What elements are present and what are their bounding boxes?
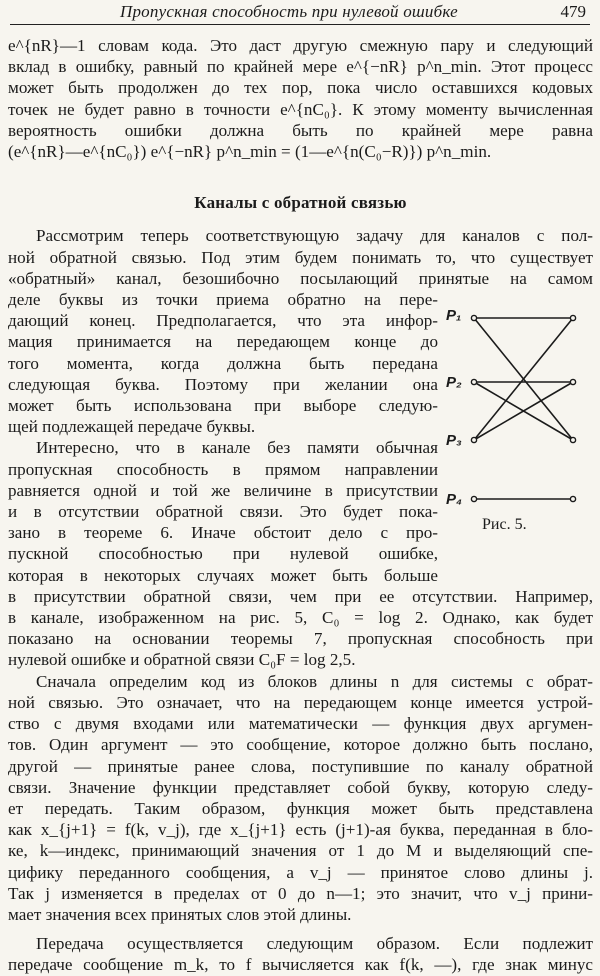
input-node: [471, 379, 476, 384]
text-line: Передача осуществляется следующим образом. Если подлежит: [36, 934, 593, 954]
section-heading: Каналы с обратной связью: [194, 193, 407, 213]
text-line: ке, k—индекс, принимающий значения от 1 до M и выделяющий спе-: [8, 841, 593, 861]
running-title: Пропускная способность при нулевой ошибке: [120, 2, 458, 21]
output-node: [570, 496, 575, 501]
text-line: может быть продолжен до тех пор, пока число оставшихся кодовых: [8, 78, 593, 98]
node-label-p4: P₄: [446, 491, 463, 508]
text-line: мация принимается на передающем конце до: [8, 332, 438, 352]
text-line: ство с двумя входами или математически — функция двух аргумен-: [8, 714, 593, 734]
text-line: Интересно, что в канале без памяти обычная: [36, 438, 438, 458]
text-line: ной обратной связью. Под этим будем понимать то, что существует: [8, 247, 593, 267]
text-line: Так j изменяется в пределах от 0 до n—1; это значит, что v_j прини-: [8, 883, 593, 903]
text-line: связи. Значение функции представляет собой букву, которую следу-: [8, 777, 593, 797]
text-line: равняется одной и той же величине в присутствии: [8, 480, 438, 500]
channel-figure: [440, 306, 590, 546]
text-line: ной связью. Это означает, что на передающем конце имеется устрой-: [8, 692, 593, 712]
figure-caption: Рис. 5.: [482, 516, 527, 533]
text-line: дающий конец. Предполагается, что эта инфор-: [8, 311, 438, 331]
text-line: в присутствии обратной связи, чем при ее отсутствии. Например,: [8, 586, 593, 606]
text-line: того момента, когда должна быть передана: [8, 353, 438, 373]
input-node: [471, 437, 476, 442]
text-line: Рассмотрим теперь соответствующую задачу для каналов с пол-: [36, 226, 593, 246]
input-node: [471, 496, 476, 501]
text-line: нулевой ошибке и обратной связи C₀F = log 2,5.: [8, 650, 356, 670]
text-line: вероятность ошибки должна быть по крайней мере равна: [8, 120, 593, 140]
text-line: вклад в ошибку, равный по крайней мере e^{−nR} p^n_min. Этот процесс: [8, 57, 593, 77]
node-label-p1: P₁: [446, 307, 462, 324]
running-header: [10, 0, 590, 25]
text-line: e^{nR}—1 словам кода. Это даст другую смежную пару и следующий: [8, 36, 593, 55]
text-line: (e^{nR}—e^{nC₀}) e^{−nR} p^n_min = (1—e^{n(C₀−R)}) p^n_min.: [8, 142, 492, 162]
text-line: ет передать. Таким образом, функция может быть представлена: [8, 798, 593, 818]
text-line: мает значения всех принятых слов этой длины.: [8, 904, 352, 924]
node-label-p2: P₂: [446, 374, 462, 391]
text-line: точек не будет равно в точности e^{nC₀}. К этому моменту вычисленная: [8, 99, 593, 119]
text-line: Сначала определим код из блоков длины n для системы с обрат-: [36, 671, 593, 691]
text-line: щей подлежащей передаче буквы.: [8, 417, 256, 437]
text-line: и в отсутствии обратной связи. Это будет пока-: [8, 502, 438, 522]
text-line: как x_{j+1} = f(k, v_j), где x_{j+1} есть (j+1)-ая буква, переданная в бло-: [8, 820, 593, 840]
node-label-p3: P₃: [446, 432, 462, 449]
text-line: показано на основании теоремы 7, пропускная способность при: [8, 629, 593, 649]
text-line: следующая буква. Поэтому при желании она: [8, 374, 438, 394]
text-line: передаче сообщение m_k, то f вычисляется как f(k, —), где знак минус: [8, 955, 593, 975]
text-line: которая в некоторых случаях может быть больше: [8, 565, 438, 585]
text-line: цифику переданного сообщения, а v_j — принятое слово длины j.: [8, 862, 593, 882]
channel-diagram: [440, 306, 590, 546]
text-line: пропускная способность в прямом направлении: [8, 459, 438, 479]
output-node: [570, 315, 575, 320]
text-line: может быть использована при выборе следую-: [8, 396, 438, 416]
output-node: [570, 379, 575, 384]
input-node: [471, 315, 476, 320]
text-line: «обратный» канал, безошибочно посылающий принятые на самом: [8, 268, 593, 288]
text-line: в канале, изображенном на рис. 5, C₀ = log 2. Однако, как будет: [8, 608, 593, 628]
text-line: другой — принятые ранее слова, поступившие по каналу обратной: [8, 756, 593, 776]
text-line: пускной способностью при нулевой ошибке,: [8, 544, 438, 564]
text-line: зано в теореме 6. Иначе обстоит дело с про-: [8, 523, 438, 543]
text-line: деле буквы из точки приема обратно на пере-: [8, 290, 438, 310]
output-node: [570, 437, 575, 442]
page-number: 479: [560, 2, 586, 21]
text-line: тов. Один аргумент — это сообщение, которое должно быть послано,: [8, 735, 593, 755]
